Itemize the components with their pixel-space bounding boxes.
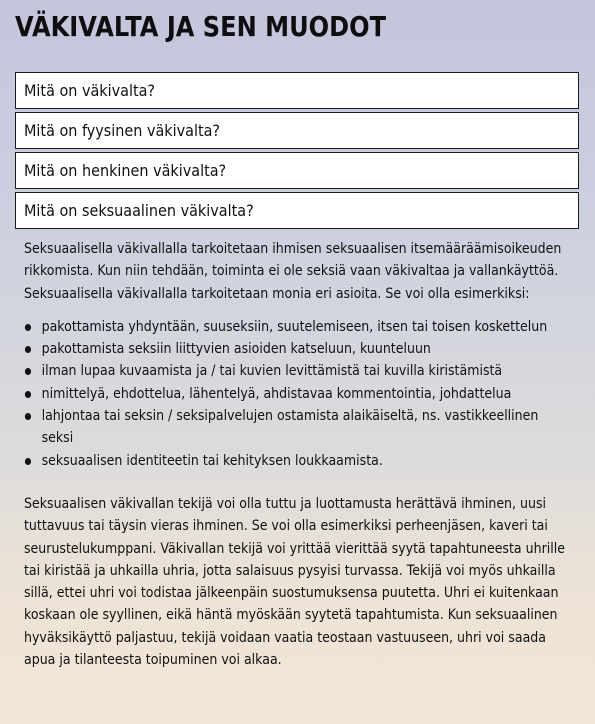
list-item: pakottamista yhdyntään, suuseksiin, suutelemiseen, itsen tai toisen koskettelun: [42, 316, 572, 338]
intro-paragraph: Seksuaalisella väkivallalla tarkoitetaan ihmisen seksuaalisen itsemääräämisoikeuden rikkomista. Kun niin tehdään, toiminta ei ole seksiä vaan väkivaltaa ja vallankäyttöä. Seksuaalisella väkivallalla tarkoitetaan monia eri asioita. Se voi olla esimerkiksi:: [24, 241, 562, 302]
accordion-item-sexual-violence[interactable]: Mitä on seksuaalinen väkivalta?: [15, 192, 579, 229]
list-item: ilman lupaa kuvaamista ja / tai kuvien levittämistä tai kuvilla kiristämistä: [42, 360, 572, 382]
examples-list: [24, 316, 571, 472]
accordion: [15, 72, 579, 232]
list-item: nimittelyä, ehdottelua, lähentelyä, ahdistavaa kommentointia, johdattelua: [42, 383, 572, 405]
list-item: pakottamista seksiin liittyvien asioiden katseluun, kuunteluun: [42, 338, 572, 360]
accordion-item-what-is-violence[interactable]: Mitä on väkivalta?: [15, 72, 579, 109]
list-item: lahjontaa tai seksin / seksipalvelujen ostamista alaikäiseltä, ns. vastikkeellinen seksi: [42, 405, 572, 450]
accordion-panel-sexual-violence: [24, 238, 571, 671]
list-item: seksuaalisen identiteetin tai kehityksen loukkaamista.: [42, 450, 572, 472]
page-title: VÄKIVALTA JA SEN MUODOT: [15, 10, 387, 43]
accordion-item-physical-violence[interactable]: Mitä on fyysinen väkivalta?: [15, 112, 579, 149]
outro-paragraph: Seksuaalisen väkivallan tekijä voi olla tuttu ja luottamusta herättävä ihminen, uusi tuttavuus tai täysin vieras ihminen. Se voi olla esimerkiksi perheenjäsen, kaveri tai seurustelukumppani. Väkivallan tekijä voi yrittää vierittää syytä tapahtuneesta uhrille tai kiristää ja uhkailla uhria, jotta salaisuus pysyisi turvassa. Tekijä voi myös uhkailla sillä, ettei uhri voi todistaa jälkeenpäin suostumuksensa puutetta. Uhri ei kuitenkaan koskaan ole syyllinen, eikä häntä myöskään syytetä tapahtumista. Kun seksuaalinen hyväksikäyttö paljastuu, tekijä voidaan vaatia teostaan vastuuseen, uhri voi saada apua ja tilanteesta toipuminen voi alkaa.: [24, 495, 565, 669]
accordion-item-mental-violence[interactable]: Mitä on henkinen väkivalta?: [15, 152, 579, 189]
